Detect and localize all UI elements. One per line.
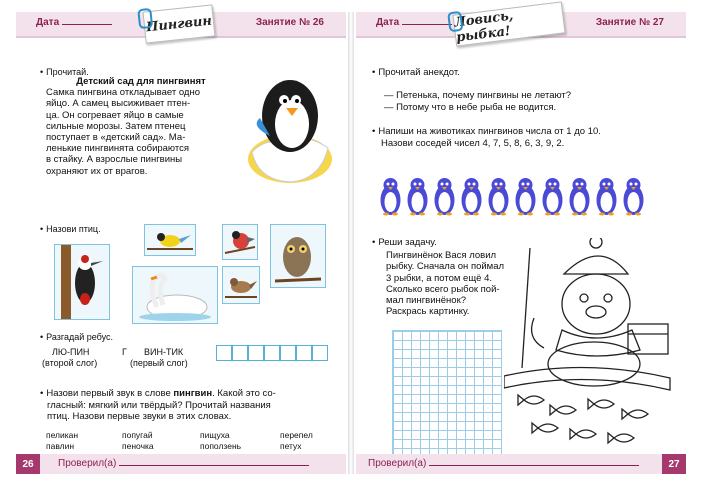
rebus-instruction: • Разгадай ребус. xyxy=(40,332,113,343)
page-number: 26 xyxy=(16,454,40,474)
answer-box[interactable] xyxy=(296,345,312,361)
table-row: павлин пеночка поползень петух xyxy=(46,441,302,451)
story-block xyxy=(46,76,236,177)
story-title: Детский сад для пингвинят xyxy=(76,76,206,87)
paperclip-icon xyxy=(447,11,463,33)
answer-box[interactable] xyxy=(248,345,264,361)
story-line: сильные морозы. Затем птенец xyxy=(46,120,186,132)
owl-illustration xyxy=(270,224,326,288)
story-line: охраняют их от врагов. xyxy=(46,165,148,177)
swan-illustration xyxy=(132,266,218,324)
task-text: Пингвинёнок Вася ловил рыбку. Сначала он поймал 3 рыбки, а потом ещё 4. Сколько всего рыбок пой- мал пингвинёнок? Раскрась картинку. xyxy=(386,250,505,318)
checked-by-field: Проверил(а) xyxy=(368,458,639,469)
penguin-icon[interactable] xyxy=(432,176,457,216)
penguin-icon[interactable] xyxy=(594,176,619,216)
birds-instruction: • Назови птиц. xyxy=(40,224,101,235)
left-page xyxy=(16,12,346,474)
rebus-hint1: (второй слог) xyxy=(42,358,98,368)
answer-box[interactable] xyxy=(280,345,296,361)
joke-line: — Петенька, почему пингвины не летают? xyxy=(384,90,572,101)
penguin-icon[interactable] xyxy=(567,176,592,216)
tit-illustration xyxy=(144,224,196,256)
sound-task: • Назови первый звук в слове пингвин. Какой это со- гласный: мягкий или твёрдый? Прочитай названия птиц. Назови первые звуки в этих словах. xyxy=(40,388,340,423)
answer-box[interactable] xyxy=(312,345,328,361)
joke-instruction: • Прочитай анекдот. xyxy=(372,67,460,78)
left-footer xyxy=(16,454,346,474)
lesson-number: Занятие № 27 xyxy=(595,17,664,28)
book-gutter xyxy=(348,12,354,474)
answer-grid[interactable] xyxy=(392,330,502,458)
rebus-part2: ВИН-ТИК xyxy=(144,347,184,357)
task-instruction: • Реши задачу. xyxy=(372,237,437,248)
sparrow-illustration xyxy=(222,266,260,304)
topic-tag: Пингвин xyxy=(143,4,216,43)
topic-tag: Ловись, рыбка! xyxy=(452,1,565,46)
penguin-icon[interactable] xyxy=(405,176,430,216)
penguin-egg-illustration xyxy=(240,64,336,184)
woodpecker-illustration xyxy=(54,244,110,320)
penguin-icon[interactable] xyxy=(540,176,565,216)
numbers-instruction: • Напиши на животиках пингвинов числа от 1 до 10. xyxy=(372,126,601,137)
lesson-number: Занятие № 26 xyxy=(255,17,324,28)
read-instruction: • Прочитай. xyxy=(40,67,89,78)
story-line: Самка пингвина откладывает одно xyxy=(46,87,200,99)
table-row: пеликан попугай пищуха перепел xyxy=(46,430,313,440)
right-page xyxy=(356,8,686,474)
story-line: поступает в «детский сад». Ма- xyxy=(46,132,186,144)
rebus-part1: ЛЮ-ПИН xyxy=(52,347,90,357)
word-table xyxy=(46,430,327,452)
rebus-hint2: (первый слог) xyxy=(130,358,188,368)
bullfinch-illustration xyxy=(222,224,258,260)
date-field: Дата xyxy=(376,17,452,28)
story-line: в стайку. А взрослые пингвины xyxy=(46,154,183,166)
answer-box[interactable] xyxy=(216,345,232,361)
right-footer xyxy=(356,454,686,474)
rebus-letter: Г xyxy=(122,347,127,357)
story-line: ца. Он согревает яйцо в самые xyxy=(46,109,184,121)
joke-line: — Потому что в небе рыба не водится. xyxy=(384,102,557,113)
penguin-icon[interactable] xyxy=(459,176,484,216)
paperclip-icon xyxy=(137,8,153,29)
checked-by-field: Проверил(а) xyxy=(58,458,309,469)
penguin-fishing-coloring[interactable] xyxy=(504,238,674,460)
penguin-icon[interactable] xyxy=(486,176,511,216)
story-line: яйцо. А самец высиживает птен- xyxy=(46,98,191,110)
page-number: 27 xyxy=(662,454,686,474)
story-line: ленькие пингвинята собираются xyxy=(46,143,189,155)
answer-box[interactable] xyxy=(264,345,280,361)
penguin-icon[interactable] xyxy=(513,176,538,216)
date-field: Дата xyxy=(36,17,112,28)
penguin-row xyxy=(378,176,654,216)
numbers-instruction-2: Назови соседей чисел 4, 7, 5, 8, 6, 3, 9, 2. xyxy=(381,138,565,149)
answer-box[interactable] xyxy=(232,345,248,361)
penguin-icon[interactable] xyxy=(378,176,403,216)
penguin-icon[interactable] xyxy=(621,176,646,216)
